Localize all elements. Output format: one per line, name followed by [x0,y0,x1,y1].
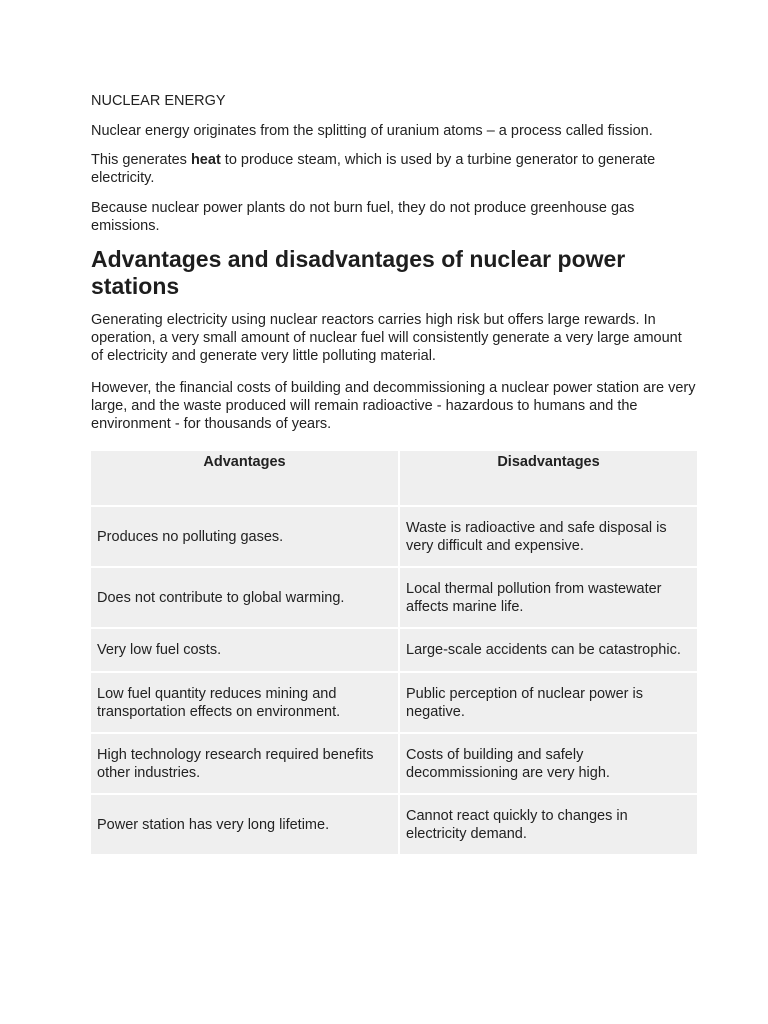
table-row [91,673,697,732]
disadvantage-cell: Local thermal pollution from wastewater affects marine life. [400,568,697,627]
table-row [91,507,697,566]
heat-paragraph [91,151,697,187]
section-heading: Advantages and disadvantages of nuclear power stations [91,246,626,299]
advantages-header: Advantages [91,451,398,505]
table-row [91,629,697,671]
table-row [91,795,697,854]
advantage-cell: High technology research required benefits other industries. [91,734,398,793]
intro-paragraph: Nuclear energy originates from the splitting of uranium atoms – a process called fission. [91,123,653,139]
table-row [91,734,697,793]
heat-paragraph-start: This generates [91,152,191,168]
disadvantage-cell: Large-scale accidents can be catastrophic. [400,629,697,671]
advantage-cell: Produces no polluting gases. [91,507,398,566]
heat-paragraph-end: to produce steam, which is used by a turbine generator to generate electricity. [91,152,656,186]
disadvantage-cell: Costs of building and safely decommissioning are very high. [400,734,697,793]
disadvantages-header: Disadvantages [400,451,697,505]
disadvantage-cell: Public perception of nuclear power is negative. [400,673,697,732]
costs-paragraph: However, the financial costs of building and decommissioning a nuclear power station are very large, and the waste produced will remain radioactive - hazardous to humans and the environment - for thousands of years. [91,380,696,432]
table-header-row [91,451,697,505]
document-title: NUCLEAR ENERGY [91,93,226,109]
advantage-cell: Does not contribute to global warming. [91,568,398,627]
emissions-paragraph: Because nuclear power plants do not burn fuel, they do not produce greenhouse gas emissions. [91,200,635,234]
heat-bold-word: heat [190,152,221,168]
advantage-cell: Very low fuel costs. [91,629,398,671]
advantage-cell: Low fuel quantity reduces mining and transportation effects on environment. [91,673,398,732]
advantage-cell: Power station has very long lifetime. [91,795,398,854]
advantages-table [89,449,699,856]
table-row [91,568,697,627]
risk-paragraph: Generating electricity using nuclear reactors carries high risk but offers large rewards. In operation, a very small amount of nuclear fuel will consistently generate a very large amount of electricity and generate very little polluting material. [91,312,682,364]
disadvantage-cell: Cannot react quickly to changes in electricity demand. [400,795,697,854]
document-body [91,92,697,856]
disadvantage-cell: Waste is radioactive and safe disposal is very difficult and expensive. [400,507,697,566]
